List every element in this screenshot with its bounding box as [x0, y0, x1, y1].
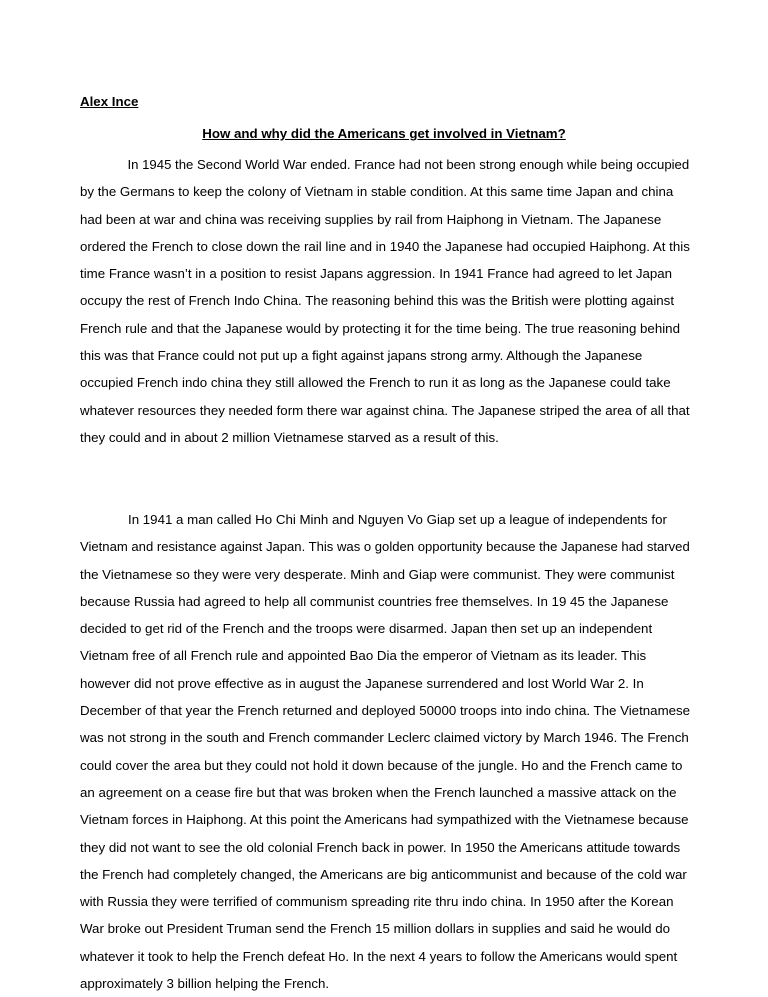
text-line: War broke out President Truman send the French 15 million dollars in supplies and said he would do: [80, 921, 671, 937]
text-line: was not strong in the south and French commander Leclerc claimed victory by March 1946. The French: [80, 730, 689, 746]
text-line: Vietnam and resistance against Japan. This was o golden opportunity because the Japanese had starved: [80, 539, 690, 555]
text-line: whatever resources they needed form there war against china. The Japanese striped the area of all that: [80, 402, 690, 418]
text-line: Vietnam free of all French rule and appointed Bao Dia the emperor of Vietnam as its leader. This: [80, 648, 647, 664]
text-line: the Vietnamese so they were very desperate. Minh and Giap were communist. They were communist: [80, 566, 675, 582]
author-name: Alex Ince: [80, 94, 139, 109]
text-line: this was that France could not put up a fight against japans strong army. Although the Japanese: [80, 348, 643, 364]
text-line: Vietnam forces in Haiphong. At this point the Americans had sympathized with the Vietnamese because: [80, 812, 689, 828]
text-line: however did not prove effective as in august the Japanese surrendered and lost World War 2. In: [80, 675, 644, 691]
text-line: with Russia they were terrified of communism spreading rite thru indo china. In 1950 after the Korean: [80, 894, 674, 910]
text-line: whatever it took to help the French defeat Ho. In the next 4 years to follow the Americans would spent: [80, 948, 678, 964]
text-line: the French had completely changed, the Americans are big anticommunist and because of the cold war: [80, 866, 687, 882]
text-line: had been at war and china was receiving supplies by rail from Haiphong in Vietnam. The Japanese: [80, 211, 662, 227]
text-line: they could and in about 2 million Vietnamese starved as a result of this.: [80, 429, 499, 445]
text-line: because Russia had agreed to help all communist countries free themselves. In 19 45 the Japanese: [80, 593, 669, 609]
text-line: decided to get rid of the French and the troops were disarmed. Japan then set up an independent: [80, 621, 653, 637]
text-line: an agreement on a cease fire but that was broken when the French launched a massive attack on the: [80, 784, 677, 800]
paragraph-2: [80, 506, 690, 997]
text-line: time France wasn’t in a position to resist Japans aggression. In 1941 France had agreed to let Japan: [80, 266, 673, 282]
text-line: could cover the area but they could not hold it down because of the jungle. Ho and the French came to: [80, 757, 683, 773]
text-line: In 1945 the Second World War ended. France had not been strong enough while being occupied: [127, 157, 690, 172]
paragraph-1: [80, 151, 690, 451]
text-line: December of that year the French returned and deployed 50000 troops into indo china. The Vietnamese: [80, 703, 691, 719]
text-line: they did not want to see the old colonial French back in power. In 1950 the Americans attitude towards: [80, 839, 681, 855]
text-line: by the Germans to keep the colony of Vietnam in stable condition. At this same time Japan and china: [80, 184, 674, 200]
text-line: occupy the rest of French Indo China. The reasoning behind this was the British were plotting against: [80, 293, 675, 309]
text-line: ordered the French to close down the rail line and in 1940 the Japanese had occupied Haiphong. At this: [80, 238, 690, 254]
text-line: approximately 3 billion helping the French.: [80, 976, 330, 992]
essay-title: How and why did the Americans get involved in Vietnam?: [202, 126, 566, 141]
text-line: French rule and that the Japanese would by protecting it for the time being. The true reasoning behind: [80, 320, 680, 336]
text-line: In 1941 a man called Ho Chi Minh and Nguyen Vo Giap set up a league of independents for: [128, 512, 667, 527]
text-line: occupied French indo china they still allowed the French to run it as long as the Japanese could take: [80, 375, 671, 391]
